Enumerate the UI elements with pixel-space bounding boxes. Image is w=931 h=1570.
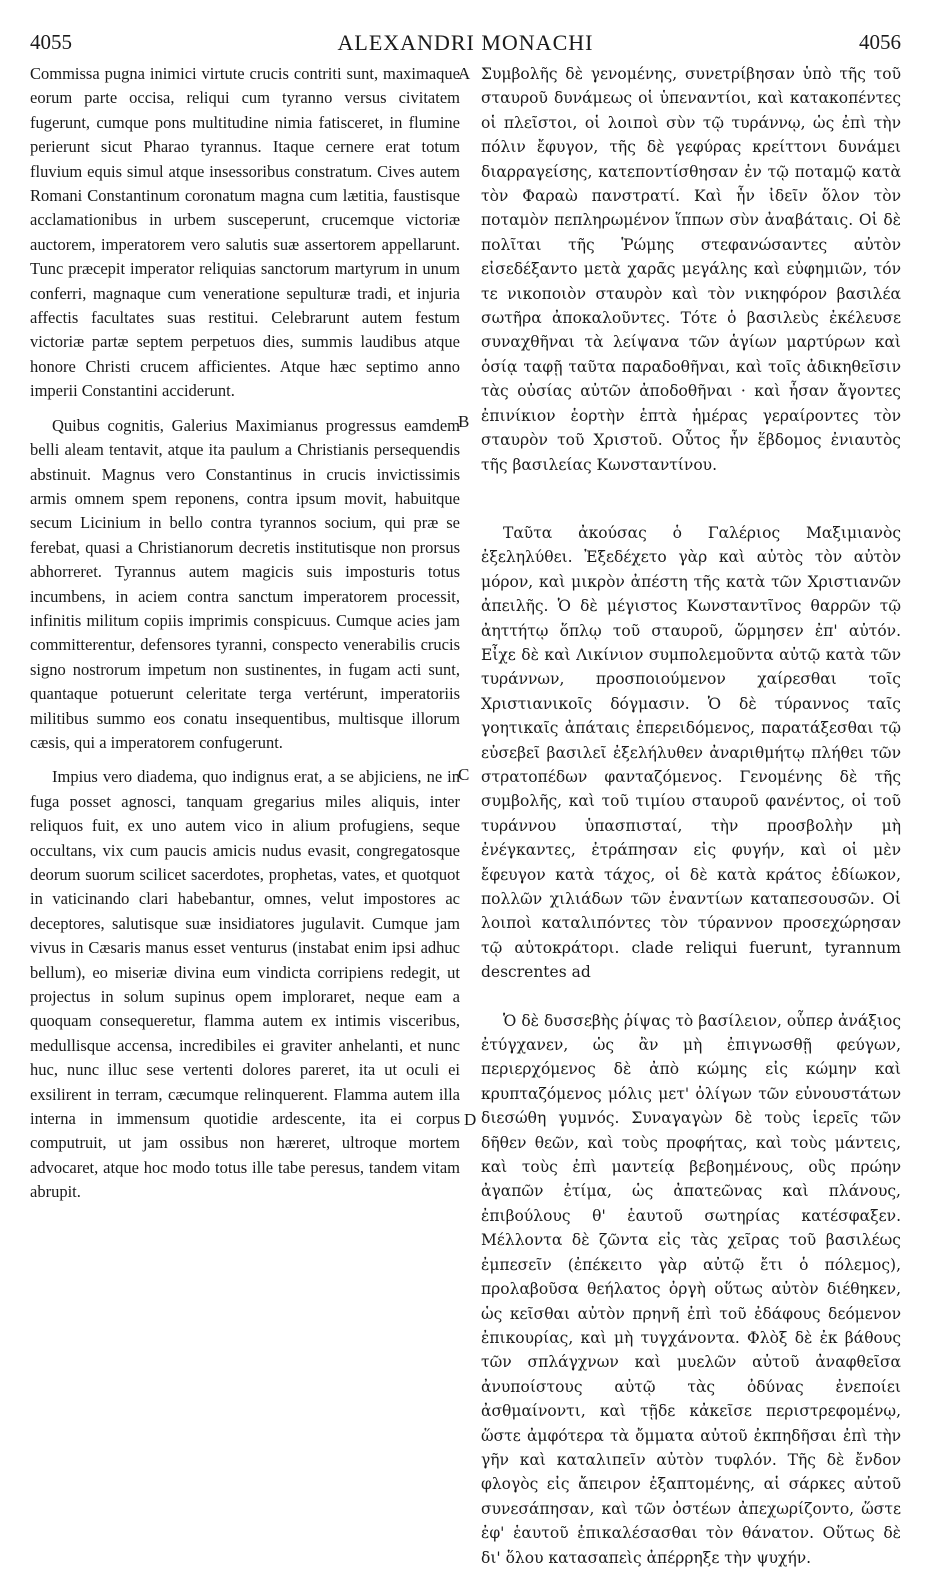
section-marker-a: A [458,64,471,83]
greek-paragraph-3: Ὁ δὲ δυσσεβὴς ῥίψας τὸ βασίλειον, οὗπερ ἀνάξιος ἐτύγχανεν, ὡς ἂν μὴ ἐπιγνωσθῇ φεύγων, περιερχόμενος δὲ ἀπὸ κώμης εἰς κώμην καὶ κρυπταζόμενος μόλις μετ' ὀλίγων τῶν εὐνουστάτων διεσώθη γυμνός. Συναγαγὼν δὲ τοὺς ἱερεῖς τῶν δῆθεν θεῶν, καὶ τοὺς προφήτας, καὶ τοὺς μάντεις, καὶ τοὺς ἐπὶ μαντείᾳ βεβοημένους, οὓς πρώην ἀγαπῶν ἐτίμα, ὡς ἀπατεῶνας καὶ πλάνους, ἐπιβούλους θ' ἑαυτοῦ σωτηρίας κατέσφαξεν. Μέλλοντα δὲ ζῶντα εἰς τὰς χεῖρας τοῦ βασιλέως ἐμπεσεῖν (ἐπέκειτο γὰρ αὐτῷ ἔτι ὁ πόλεμος), προλαβοῦσα θεήλατος ὀργὴ οὕτως αὐτὸν διέθηκεν, ὡς κεῖσθαι αὐτὸν πρηνῆ ἐπὶ τοῦ ἐδάφους δεόμενον ἐπικουρίας, καὶ μὴ τυγχάνοντα. Φλὸξ δὲ ἐκ βάθους τῶν σπλάγχνων καὶ μυελῶν αὐτοῦ ἀναφθεῖσα ἀνυποίστους αὐτῷ τὰς ὀδύνας ἐνεποίει ἀσθμαίνοντι, καὶ τῇδε κἀκεῖσε περιστρεφομένῳ, ὥστε ἀμφότερα τὰ ὄμματα αὐτοῦ ἐκπηδῆσαι ἐπὶ τὴν γῆν καὶ καταλιπεῖν αὐτὸν τυφλόν. Τῆς δὲ ἔνδον φλογὸς εἰς ἄπειρον ἐξαπτομένης, αἱ σάρκες αὐτοῦ συνεσάπησαν, καὶ τῶν ὀστέων ἀπεχωρίζοντο, ὥστε ἐφ' ἑαυτοῦ ἐπικαλέσασθαι τὸν θάνατον. Οὕτως δὲ δι' ὅλου κατασαπεὶς ἀπέρρηξε τὴν ψυχήν. [481,1011,901,1567]
section-marker-b: B [458,412,470,431]
latin-paragraph-1: Commissa pugna inimici virtute crucis contriti sunt, maximaque eorum parte occisa, reliqui cum tyranno versus civitatem fugerunt, cumque pons multitudine nimia fatisceret, in flumine perierunt sicut Pharao tyrannus. Itaque cernere erat totum fluvium equis simul atque insessoribus constratum. Cives autem Romani Constantinum coronatum magna cum lætitia, faustisque acclamationibus in urbem susceperunt, crucemque victoriæ auctorem, imperatorem vero salutis suæ assertorem appellarunt. Tunc præcepit imperator reliquias sanctorum martyrum in unum conferri, magnaque cum veneratione sepulturæ tradi, et injuria affectis facultates suas restitui. Celebrarunt autem festum victoriæ partæ septem perpetuos dies, summis laudibus atque honore Christi crucem afficientes. Atque hæc septimo anno imperii Constantini acciderunt. [30,64,460,401]
column-number-right: 4056 [859,30,901,54]
greek-paragraph-2: Ταῦτα ἀκούσας ὁ Γαλέριος Μαξιμιανὸς ἐξεληλύθει. Ἐξεδέχετο γὰρ καὶ αὐτὸς τὸν αὐτὸν μόρον, καὶ μικρὸν ἀπέστη τῆς κατὰ τῶν Χριστιανῶν ἀπειλῆς. Ὁ δὲ μέγιστος Κωνσταντῖνος θαρρῶν τῷ ἀηττήτῳ ὅπλῳ τοῦ σταυροῦ, ὥρμησεν ἐπ' αὐτόν. Εἶχε δὲ καὶ Λικίνιον συμπολεμοῦντα αὐτῷ κατὰ τῶν τυράννων, προσποιούμενον χαίρεσθαι τοῖς Χριστιανικοῖς δόγμασιν. Ὁ δὲ τύραννος ταῖς γοητικαῖς ἀπάταις ἐπερειδόμενος, παρατάξεσθαι τῷ εὐσεβεῖ βασιλεῖ ἐξελήλυθεν ἀναριθμήτῳ πλήθει τῶν στρατοπέδων φανταζόμενος. Γενομένης δὲ τῆς συμβολῆς, καὶ τοῦ τιμίου σταυροῦ φανέντος, οἱ τοῦ τυράννου ὑπασπισταί, τὴν προσβολὴν μὴ ἐνέγκαντες, ἐτράπησαν εἰς φυγήν, καὶ οἱ μὲν ἔφευγον κατὰ τάχος, οἱ δὲ κατὰ κράτος ἐδίωκον, πολλῶν χιλιάδων τῶν ἐναντίων καταπεσουσῶν. Οἱ λοιποὶ καταλιπόντες τὸν τύραννον προσεχώρησαν τῷ αὐτοκράτορι. clade reliqui fuerunt, tyrannum descrentes ad [481,523,901,982]
latin-column [30,62,460,1205]
section-marker-d: D [464,1110,477,1129]
column-number-left: 4055 [30,30,72,54]
latin-paragraph-2: Quibus cognitis, Galerius Maximianus progressus eamdem belli aleam tentavit, atque ita paulum a Christianis persequendis abstinuit. Magnus vero Constantinus in crucis invictissimis armis omnem spem reponens, contra ipsum movit, habuitque secum Licinium in bello contra tyrannos socium, qui præ se ferebat, quasi a Christianorum decretis institutisque non prorsus abhorreret. Tyrannus autem magicis suis imposturis totus incumbens, in aciem contra sanctum imperatorem processit, infinitis militum copiis imprimis conspicuus. Cumque acies jam committerentur, defensores tyranni, conspecto venerabilis crucis signo nostrorum impetum non sustinentes, in fugam acti sunt, quantaque potuerunt celeritate terga vertérunt, imperatoriis militibus summo eos conatu insequentibus, multisque illorum cæsis, qui a imperatorem confugerunt. [30,415,460,752]
running-title: ALEXANDRI MONACHI [337,30,594,55]
greek-column [481,62,901,1570]
section-marker-c: C [458,765,470,784]
latin-paragraph-3: Impius vero diadema, quo indignus erat, a se abjiciens, ne in fuga posset agnosci, tanquam gregarius miles aliquis, inter reliquos fuit, ex uno autem vico in alium profugiens, seque occultans, vix cum paucis amicis nudus evasit, congregatosque deorum suorum scilicet sacerdotes, prophetas, vates, et quotquot in vaticinando clari habebantur, omnes, velut impostores ac deceptores, salutisque suæ insidiatores jugulavit. Cumque jam vivus in Cæsaris manus esset venturus (instabat enim ipsi adhuc bellum), eo miseriæ divina eum vindicta corripiens redegit, ut projectus in solum supinus opem imploraret, neque eam a quoquam consequeretur, flamma autem ex intimis visceribus, medullisque accensa, incredibiles ei graviter anhelanti, et nunc huc, nunc illuc sese vertenti dolores pareret, ita ut oculi ei exsilirent in terram, cæcumque relinquerent. Flamma autem illa interna in immensum quotidie ardescente, ita ei corpus computruit, ut jam ossibus non hæreret, ultroque mortem advocaret, atque hoc modo totus ille tabe peresus, tandem vitam abrupit. [30,767,460,1202]
greek-paragraph-1: Συμβολῆς δὲ γενομένης, συνετρίβησαν ὑπὸ τῆς τοῦ σταυροῦ δυνάμεως οἱ ὑπεναντίοι, καὶ κατακοπέντες οἱ πλεῖστοι, οἱ λοιποὶ σὺν τῷ τυράννῳ, ὡς ἐπὶ τὴν πόλιν ἔφυγον, τῆς δὲ γεφύρας κρείττονι δυνάμει διαρραγείσης, κατεποντίσθησαν ἐν τῷ ποταμῷ κατὰ τὸν Φαραὼ πανστρατί. Καὶ ἦν ἰδεῖν ὅλον τὸν ποταμὸν πεπληρωμένον ἵππων σὺν ἀναβάταις. Οἱ δὲ πολῖται τῆς Ῥώμης στεφανώσαντες αὐτὸν εἰσεδέξαντο μετὰ χαρᾶς μεγάλης καὶ εὐφημιῶν, τόν τε νικοποιὸν σταυρὸν καὶ τὸν νικηφόρον βασιλέα σωτῆρα ἀποκαλοῦντες. Τότε ὁ βασιλεὺς ἐκέλευσε συναχθῆναι τὰ λείψανα τῶν ἁγίων μαρτύρων καὶ ὁσίᾳ ταφῇ ταῦτα παραδοθῆναι, καὶ τοῖς ἀδικηθεῖσιν τὰς οὐσίας αὐτῶν ἀποδοθῆναι · καὶ ἦσαν ἄγοντες ἐπινίκιον ἑορτὴν ἑπτὰ ἡμέρας γεραίροντες τὸν σταυρὸν τοῦ Χριστοῦ. Οὗτος ἦν ἕβδομος ἐνιαυτὸς τῆς βασιλείας Κωνσταντίνου. [481,65,901,474]
page-header [30,28,901,58]
